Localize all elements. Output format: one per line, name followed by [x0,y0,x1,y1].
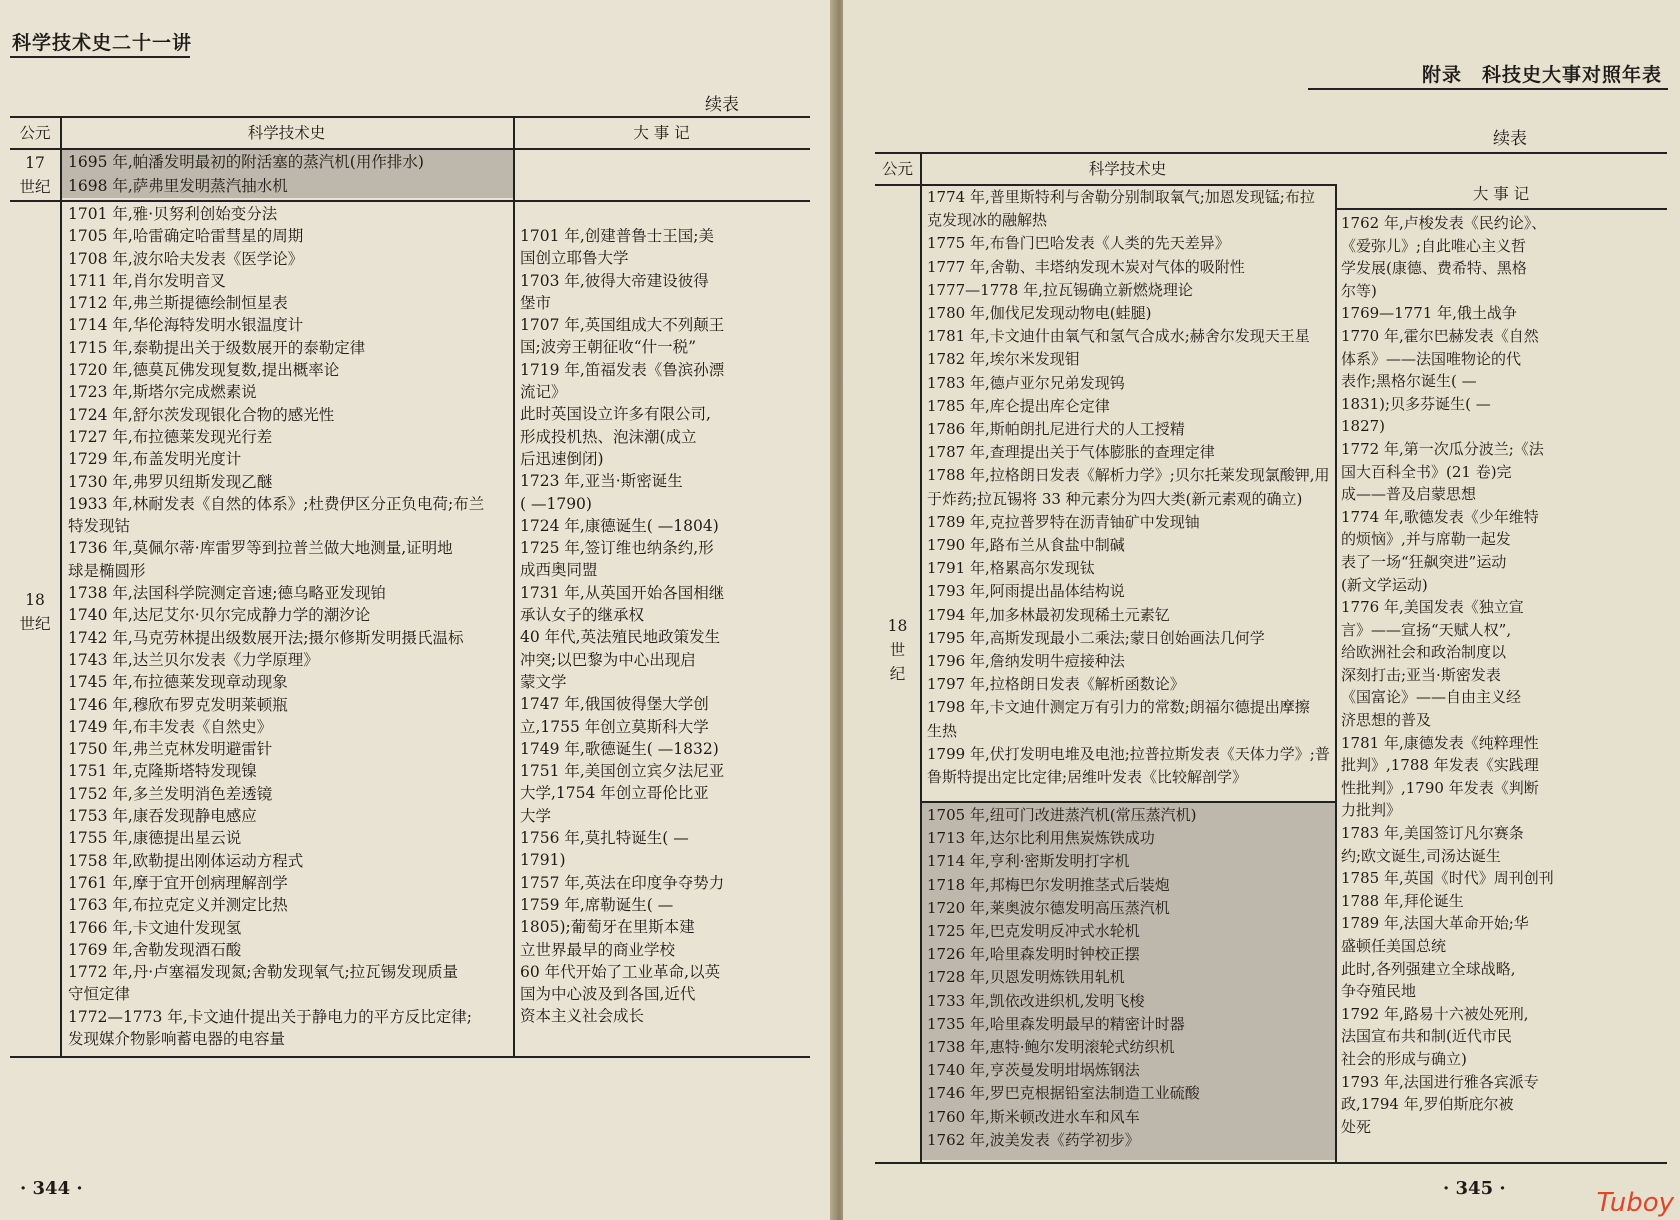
entry-line: 1749 年,布丰发表《自然史》 [68,717,273,736]
entry-line: 冲突;以巴黎为中心出现启 [520,650,696,669]
entry-line: 1793 年,阿雨提出晶体结构说 [927,582,1125,601]
entry-line: 国为中心波及到各国,近代 [520,985,696,1004]
entry-line: 1770 年,霍尔巴赫发表《自然 [1341,326,1539,345]
entry-line: 1769—1771 年,俄土战争 [1341,304,1517,323]
entry-line: 1795 年,高斯发现最小二乘法;蒙日创始画法几何学 [927,628,1265,647]
entry-line: 1797 年,拉格朗日发表《解析函数论》 [927,675,1185,694]
entry-line: 1785 年,库仑提出库仑定律 [927,396,1110,415]
entry-line: 1745 年,布拉德莱发现章动现象 [68,673,288,692]
entry-line: 大学,1754 年创立哥伦比亚 [520,784,709,803]
entry-line: 形成投机热、泡沫潮(成立 [520,427,697,446]
col-header-era: 公元 [19,124,51,142]
entry-line: 1738 年,法国科学院测定音速;德乌略亚发现铂 [68,584,387,603]
entry-line: 《爱弥儿》;自此唯心主义哲 [1341,236,1527,255]
entry-line: 1783 年,美国签订凡尔赛条 [1341,824,1524,843]
page-number: · 345 · [1443,1178,1506,1199]
entry-line: 流记》 [520,383,567,402]
entry-line: 1714 年,华伦海特发明水银温度计 [68,316,304,335]
entry-line: 立世界最早的商业学校 [520,940,676,959]
entry-line: 1733 年,凯依改进织机,发明飞梭 [927,991,1145,1010]
entry-line: 1725 年,签订维也纳条约,形 [520,539,714,558]
entry-line: 1731 年,从英国开始各国相继 [520,583,725,602]
entry-line: 1705 年,纽可门改进蒸汽机(常压蒸汽机) [927,806,1197,824]
entry-line: 此时,各列强建立全球战略, [1341,959,1516,978]
entry-line: 1728 年,贝恩发明炼铁用轧机 [927,968,1125,987]
entry-line: 1798 年,卡文迪什测定万有引力的常数;朗福尔德提出摩擦 [927,698,1310,717]
entry-line: 1776 年,美国发表《独立宣 [1341,598,1524,617]
entry-line: 性批判》,1790 年发表《判断 [1341,778,1539,797]
entry-line: 1760 年,斯米顿改进水车和风车 [927,1107,1140,1126]
entry-line: 1789 年,法国大革命开始;华 [1341,914,1529,933]
entry-line: 大学 [520,806,552,825]
entry-line: 表作;黑格尔诞生( — [1341,372,1477,391]
entry-line: 1772 年,丹·卢塞福发现氮;舍勒发现氧气;拉瓦锡发现质量 [68,963,459,982]
entry-line: 1715 年,泰勒提出关于级数展开的泰勒定律 [68,338,366,357]
col-header-events: 大 事 记 [1472,185,1530,203]
entry-line: 1740 年,亨茨曼发明坩埚炼钢法 [927,1061,1140,1080]
entry-line: 1796 年,詹纳发明牛痘接种法 [927,652,1125,671]
entry-line: 言》——宣扬“天赋人权”, [1341,620,1512,639]
entry-line: 《国富论》——自由主义经 [1341,688,1522,707]
entry-line: 力批判》 [1341,801,1402,820]
entry-line: 1730 年,弗罗贝纽斯发现乙醚 [68,472,273,491]
running-header: 科学技术史二十一讲 [12,32,193,54]
shaded-entries-17th [68,150,508,198]
entry-line: 克发现冰的融解热 [927,211,1048,230]
entry-line: 1775 年,布鲁门巴哈发表《人类的先天差异》 [927,234,1230,253]
entry-line: 1772 年,第一次瓜分波兰;《法 [1341,439,1544,458]
entry-line: 1774 年,普里斯特利与舍勒分别制取氧气;加恩发现锰;布拉 [927,188,1315,206]
entry-line: 鲁斯特提出定比定律;居维叶发表《比较解剖学》 [927,768,1248,787]
entry-line: 1774 年,歌德发表《少年维特 [1341,507,1539,526]
entry-line: 1753 年,康吞发现静电感应 [68,807,257,826]
entry-line: 1746 年,罗巴克根据铅室法制造工业硫酸 [927,1084,1200,1103]
entry-line: 守恒定律 [68,985,131,1004]
entry-line: 立,1755 年创立莫斯科大学 [520,717,709,736]
col-header-sci: 科学技术史 [247,124,326,142]
entry-line: 成西奥同盟 [520,561,598,580]
entry-line: 政,1794 年,罗伯斯庇尔被 [1341,1095,1514,1114]
entry-line: 社会的形成与确立) [1341,1049,1467,1068]
entry-line: 表了一场“狂飙突进”运动 [1341,552,1507,571]
entry-line: 处死 [1341,1117,1372,1136]
entry-line: 1747 年,俄国彼得堡大学创 [520,695,709,714]
entry-line: 1786 年,斯帕朗扎尼进行犬的人工授精 [927,420,1185,439]
entry-line: 1790 年,路布兰从食盐中制碱 [927,536,1125,555]
entry-line: 1724 年,舒尔茨发现银化合物的感光性 [68,405,335,424]
page-number: · 344 · [20,1178,83,1199]
entry-line: 1701 年,雅·贝努利创始变分法 [68,205,278,223]
entry-line: 1714 年,亨利·密斯发明打字机 [927,852,1130,871]
sci-column [68,203,508,1050]
right-page [843,0,1680,1220]
shaded-entries [927,804,1332,1152]
entry-line: 1742 年,马克劳林提出级数展开法;摄尔修斯发明摄氏温标 [68,628,464,647]
entry-line: 1724 年,康德诞生( —1804) [520,516,719,535]
entry-line: 1783 年,德卢亚尔兄弟发现钨 [927,373,1125,392]
entry-line: 1805);葡萄牙在里斯本建 [520,918,695,937]
entry-line: 国创立耶鲁大学 [520,249,629,268]
entry-line: 盛顿任美国总统 [1341,937,1447,955]
entry-line: 1703 年,彼得大帝建设彼得 [520,271,709,290]
col-header-era: 公元 [881,160,913,178]
entry-line: 1782 年,埃尔米发现钼 [927,350,1080,369]
entry-line: 1719 年,笛福发表《鲁滨孙漂 [520,360,725,379]
entry-line: 1791 年,格累高尔发现钛 [927,559,1095,578]
entry-line: 1723 年,亚当·斯密诞生 [520,472,683,491]
entry-line: 1793 年,法国进行雅各宾派专 [1341,1072,1539,1091]
entry-line: 1758 年,欧勒提出刚体运动方程式 [68,851,304,870]
entry-line: 1933 年,林耐发表《自然的体系》;杜费伊区分正负电荷;布兰 [68,494,485,513]
entry-line: 1718 年,邦梅巴尔发明推茎式后装炮 [927,875,1170,894]
watermark-text: Tuboy [1596,1188,1674,1218]
entry-line: 资本主义社会成长 [520,1007,645,1026]
entry-line: 1788 年,拜伦诞生 [1341,891,1464,910]
entry-line: 1750 年,弗兰克林发明避雷针 [68,740,273,759]
col-header-events: 大 事 记 [633,124,690,142]
col-rule [513,118,515,1056]
entry-line: 1788 年,拉格朗日发表《解析力学》;贝尔托莱发现氯酸钾,用 [927,466,1330,485]
entry-line: 1738 年,惠特·鲍尔发明滚轮式纺织机 [927,1038,1175,1057]
entry-line: 40 年代,英法殖民地政策发生 [520,628,721,647]
era-18th-century: 18 世 纪 [887,617,908,683]
chronology-table [10,116,810,1058]
entry-line: 堡市 [520,293,552,312]
entry-line: 1746 年,穆欣布罗克发明莱顿瓶 [68,695,288,714]
entry-line: 生热 [927,721,958,740]
entry: 1698 年,萨弗里发明蒸汽抽水机 [68,177,288,195]
entry-line: 体系》——法国唯物论的代 [1341,349,1522,368]
running-header: 附录 科技史大事对照年表 [1421,64,1662,86]
entry-line: 学发展(康德、费希特、黑格 [1341,259,1527,278]
era-17th-century: 17 世纪 [19,154,51,196]
entry-line: 1762 年,卢梭发表《民约论》、 [1341,214,1547,232]
entry-line: 国大百科全书》(21 卷)完 [1341,462,1512,481]
entry-line: 给欧洲社会和政治制度以 [1341,643,1507,662]
entry-line: 此时英国设立许多有限公司, [520,405,711,424]
entry-line: 1749 年,歌德诞生( —1832) [520,739,719,758]
entry-line: 1755 年,康德提出星云说 [68,829,242,848]
entry-line: 1723 年,斯塔尔完成燃素说 [68,383,257,402]
col-rule [60,118,62,1056]
entry-line: 1726 年,哈里森发明时钟校正摆 [927,945,1140,964]
entry-line: 尔等) [1341,281,1377,300]
entry-line: 特发现钴 [68,517,131,536]
entry-line: (新文学运动) [1341,575,1428,594]
entry-line: 1792 年,路易十六被处死刑, [1341,1004,1529,1023]
entry-line: 1708 年,波尔哈夫发表《医学论》 [68,249,304,268]
entry-line: 批判》,1788 年发表《实践理 [1341,756,1539,775]
entry-line: 承认女子的继承权 [520,606,645,625]
col-rule [1335,184,1337,1162]
entry-line: 1761 年,摩于宜开创病理解剖学 [68,873,288,892]
entry-line: 1720 年,德莫瓦佛发现复数,提出概率论 [68,361,340,380]
entry-line: 1757 年,英法在印度争夺势力 [520,873,725,892]
entry-line: 1831);贝多芬诞生( — [1341,394,1491,413]
entry-line: 发现媒介物影响蓄电器的电容量 [68,1029,286,1048]
era-rule [10,200,810,202]
col-header-sci: 科学技术史 [1088,160,1167,178]
entry-line: 1736 年,莫佩尔蒂·库雷罗等到拉普兰做大地测量,证明地 [68,539,453,558]
entry-line: 争夺殖民地 [1341,982,1417,1001]
header-rule [1335,208,1667,210]
entry-line: 球是椭圆形 [68,561,146,580]
entry-line: 1711 年,肖尔发明音叉 [68,271,226,290]
entry-line: 蒙文学 [520,672,567,691]
entry-line: 1791) [520,851,566,870]
era-18th-century: 18 世纪 [19,591,51,633]
entry-line: 深刻打击;亚当·斯密发表 [1341,665,1501,684]
entry-line: 1705 年,哈雷确定哈雷彗星的周期 [68,227,304,246]
entry-line: 1752 年,多兰发明消色差透镜 [68,784,273,803]
entry-line: 1701 年,创建普鲁士王国;美 [520,227,715,245]
entry-line: 济思想的普及 [1341,711,1432,730]
entry-line: 成——普及启蒙思想 [1341,485,1477,504]
entry-line: 1756 年,莫扎特诞生( — [520,829,689,848]
entry-line: 1787 年,查理提出关于气体膨胀的查理定律 [927,443,1215,462]
events-column [520,225,806,1028]
left-page [0,0,835,1220]
entry-line: 1713 年,达尔比利用焦炭炼铁成功 [927,829,1155,848]
entry-line: 1712 年,弗兰斯提德绘制恒星表 [68,294,288,313]
entry-line: 国;波旁王朝征收“什一税” [520,338,697,357]
continued-label: 续表 [1493,129,1527,149]
entry-line: 1766 年,卡文迪什发现氢 [68,918,242,937]
entry-line: 1735 年,哈里森发明最早的精密计时器 [927,1014,1185,1033]
continued-label: 续表 [705,95,739,115]
entry-line: 1751 年,克隆斯塔特发现镍 [68,762,257,781]
entry-line: 于炸药;拉瓦锡将 33 种元素分为四大类(新元素观的确立) [927,489,1303,508]
entry: 1695 年,帕潘发明最初的附活塞的蒸汽机(用作排水) [68,153,424,171]
entry-line: 1777—1778 年,拉瓦锡确立新燃烧理论 [927,280,1193,299]
entry-line: 60 年代开始了工业革命,以英 [520,962,721,981]
entry-line: 1725 年,巴克发明反冲式水轮机 [927,922,1140,941]
entry-line: 1759 年,席勒诞生( — [520,895,674,914]
entry-line: ( —1790) [520,494,592,513]
entry-line: 1707 年,英国组成大不列颠王 [520,316,725,335]
entry-line: 1751 年,美国创立宾夕法尼亚 [520,762,725,781]
entry-line: 1762 年,波美发表《药学初步》 [927,1130,1140,1149]
entry-line: 1781 年,康德发表《纯粹理性 [1341,733,1539,752]
entry-line: 1777 年,舍勒、丰塔纳发现木炭对气体的吸附性 [927,257,1245,276]
entry-line: 1827) [1341,417,1386,436]
entry-line: 约;欧文诞生,司汤达诞生 [1341,846,1501,865]
events-column [1341,212,1663,1138]
header-rule [10,56,190,58]
entry-line: 1729 年,布盖发明光度计 [68,450,242,469]
entry-line: 1769 年,舍勒发现酒石酸 [68,940,242,959]
entry-line: 1763 年,布拉克定义并测定比热 [68,896,288,915]
entry-line: 的烦恼》,并与席勒一起发 [1341,530,1511,549]
header-rule [1308,88,1668,90]
entry-line: 1780 年,伽伐尼发现动物电(蛙腿) [927,304,1152,323]
entry-line: 1727 年,布拉德莱发现光行差 [68,427,273,446]
entry-line: 法国宣布共和制(近代市民 [1341,1027,1512,1046]
entry-line: 1743 年,达兰贝尔发表《力学原理》 [68,650,319,669]
entry-line: 1720 年,莱奥波尔德发明高压蒸汽机 [927,898,1170,917]
chronology-table [875,152,1667,1164]
entry-line: 1785 年,英国《时代》周刊创刊 [1341,869,1554,888]
entry-line: 1799 年,伏打发明电堆及电池;拉普拉斯发表《天体力学》;普 [927,744,1330,763]
entry-line: 1789 年,克拉普罗特在沥青铀矿中发现铀 [927,512,1200,531]
entry-line: 1794 年,加多林最初发现稀土元素钇 [927,605,1170,624]
entry-line: 1740 年,达尼艾尔·贝尔完成静力学的潮汐论 [68,606,371,625]
entry-line: 1772—1773 年,卡文迪什提出关于静电力的平方反比定律; [68,1007,472,1026]
entry-line: 后迅速倒闭) [520,449,604,468]
entry-line: 1781 年,卡文迪什由氧气和氢气合成水;赫舍尔发现天王星 [927,327,1310,346]
sci-column [927,186,1332,789]
